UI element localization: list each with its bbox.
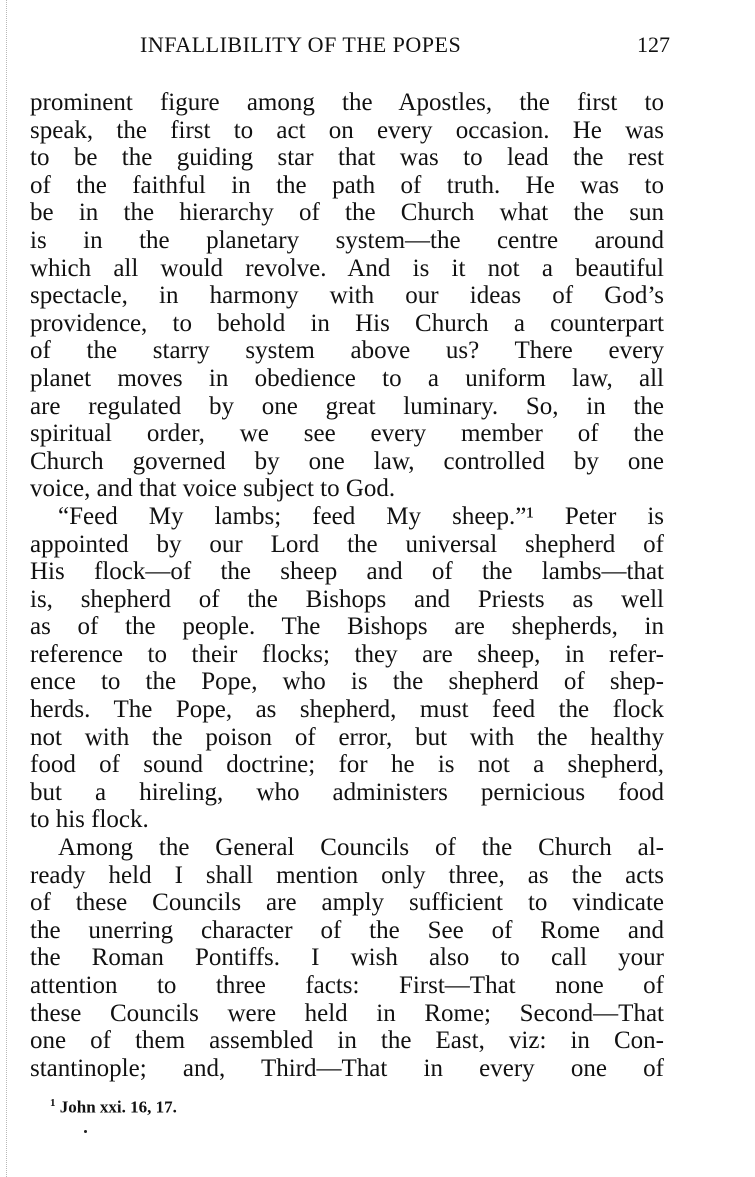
text-line: His flock—of the sheep and of the lambs—that (30, 558, 664, 586)
running-title: INFALLIBILITY OF THE POPES (140, 32, 462, 57)
text-line: is in the planetary system—the centre around (30, 226, 664, 254)
text-line: as of the people. The Bishops are shepherds, in (30, 613, 664, 641)
text-line: providence, to behold in His Church a counterpart (30, 309, 664, 337)
text-line: be in the hierarchy of the Church what the sun (30, 199, 664, 227)
binding-edge (6, 0, 10, 1177)
running-head (30, 32, 670, 62)
text-line: Among the General Councils of the Church al- (58, 834, 664, 862)
text-line: not with the poison of error, but with the healthy (30, 723, 664, 751)
text-line: of the faithful in the path of truth. He was to (30, 171, 664, 199)
text-line: of these Councils are amply sufficient to vindicate (30, 889, 664, 917)
text-line: “Feed My lambs; feed My sheep.”¹ Peter is (58, 502, 664, 530)
text-line: of the starry system above us? There every (30, 337, 664, 365)
text-line: stantinople; and, Third—That in every one of (30, 1054, 664, 1082)
body-text (30, 89, 664, 1082)
text-line: food of sound doctrine; for he is not a shepherd, (30, 751, 664, 779)
text-line: appointed by our Lord the universal shepherd of (30, 530, 664, 558)
ink-speck (84, 1130, 87, 1133)
text-line: one of them assembled in the East, viz: in Con- (30, 1027, 664, 1055)
footnote-marker: 1 (50, 1097, 56, 1109)
footnote (50, 1097, 177, 1118)
text-line: which all would revolve. And is it not a beautiful (30, 254, 664, 282)
text-line: prominent figure among the Apostles, the first to (30, 89, 664, 116)
text-line: voice, and that voice subject to God. (30, 475, 396, 503)
text-line: reference to their flocks; they are sheep, in refer- (30, 640, 664, 668)
text-line: but a hireling, who administers pernicious food (30, 778, 664, 806)
text-line: is, shepherd of the Bishops and Priests as well (30, 585, 664, 613)
text-line: the Roman Pontiffs. I wish also to call your (30, 944, 664, 972)
text-line: spectacle, in harmony with our ideas of God’s (30, 282, 664, 310)
text-line: speak, the first to act on every occasion. He was (30, 116, 664, 144)
text-line: spiritual order, we see every member of the (30, 420, 664, 448)
page-number: 127 (637, 32, 670, 57)
footnote-text: John xxi. 16, 17. (59, 1097, 177, 1117)
text-line: to be the guiding star that was to lead the rest (30, 144, 664, 172)
text-line: ence to the Pope, who is the shepherd of shep- (30, 668, 664, 696)
text-line: are regulated by one great luminary. So, in the (30, 392, 664, 420)
text-line: herds. The Pope, as shepherd, must feed the flock (30, 696, 664, 724)
text-line: ready held I shall mention only three, as the acts (30, 861, 664, 889)
text-line: the unerring character of the See of Rome and (30, 916, 664, 944)
text-line: these Councils were held in Rome; Second—That (30, 999, 664, 1027)
text-line: to his flock. (30, 806, 149, 834)
text-line: planet moves in obedience to a uniform law, all (30, 364, 664, 392)
text-line: Church governed by one law, controlled by one (30, 447, 664, 475)
text-line: attention to three facts: First—That none of (30, 972, 664, 999)
